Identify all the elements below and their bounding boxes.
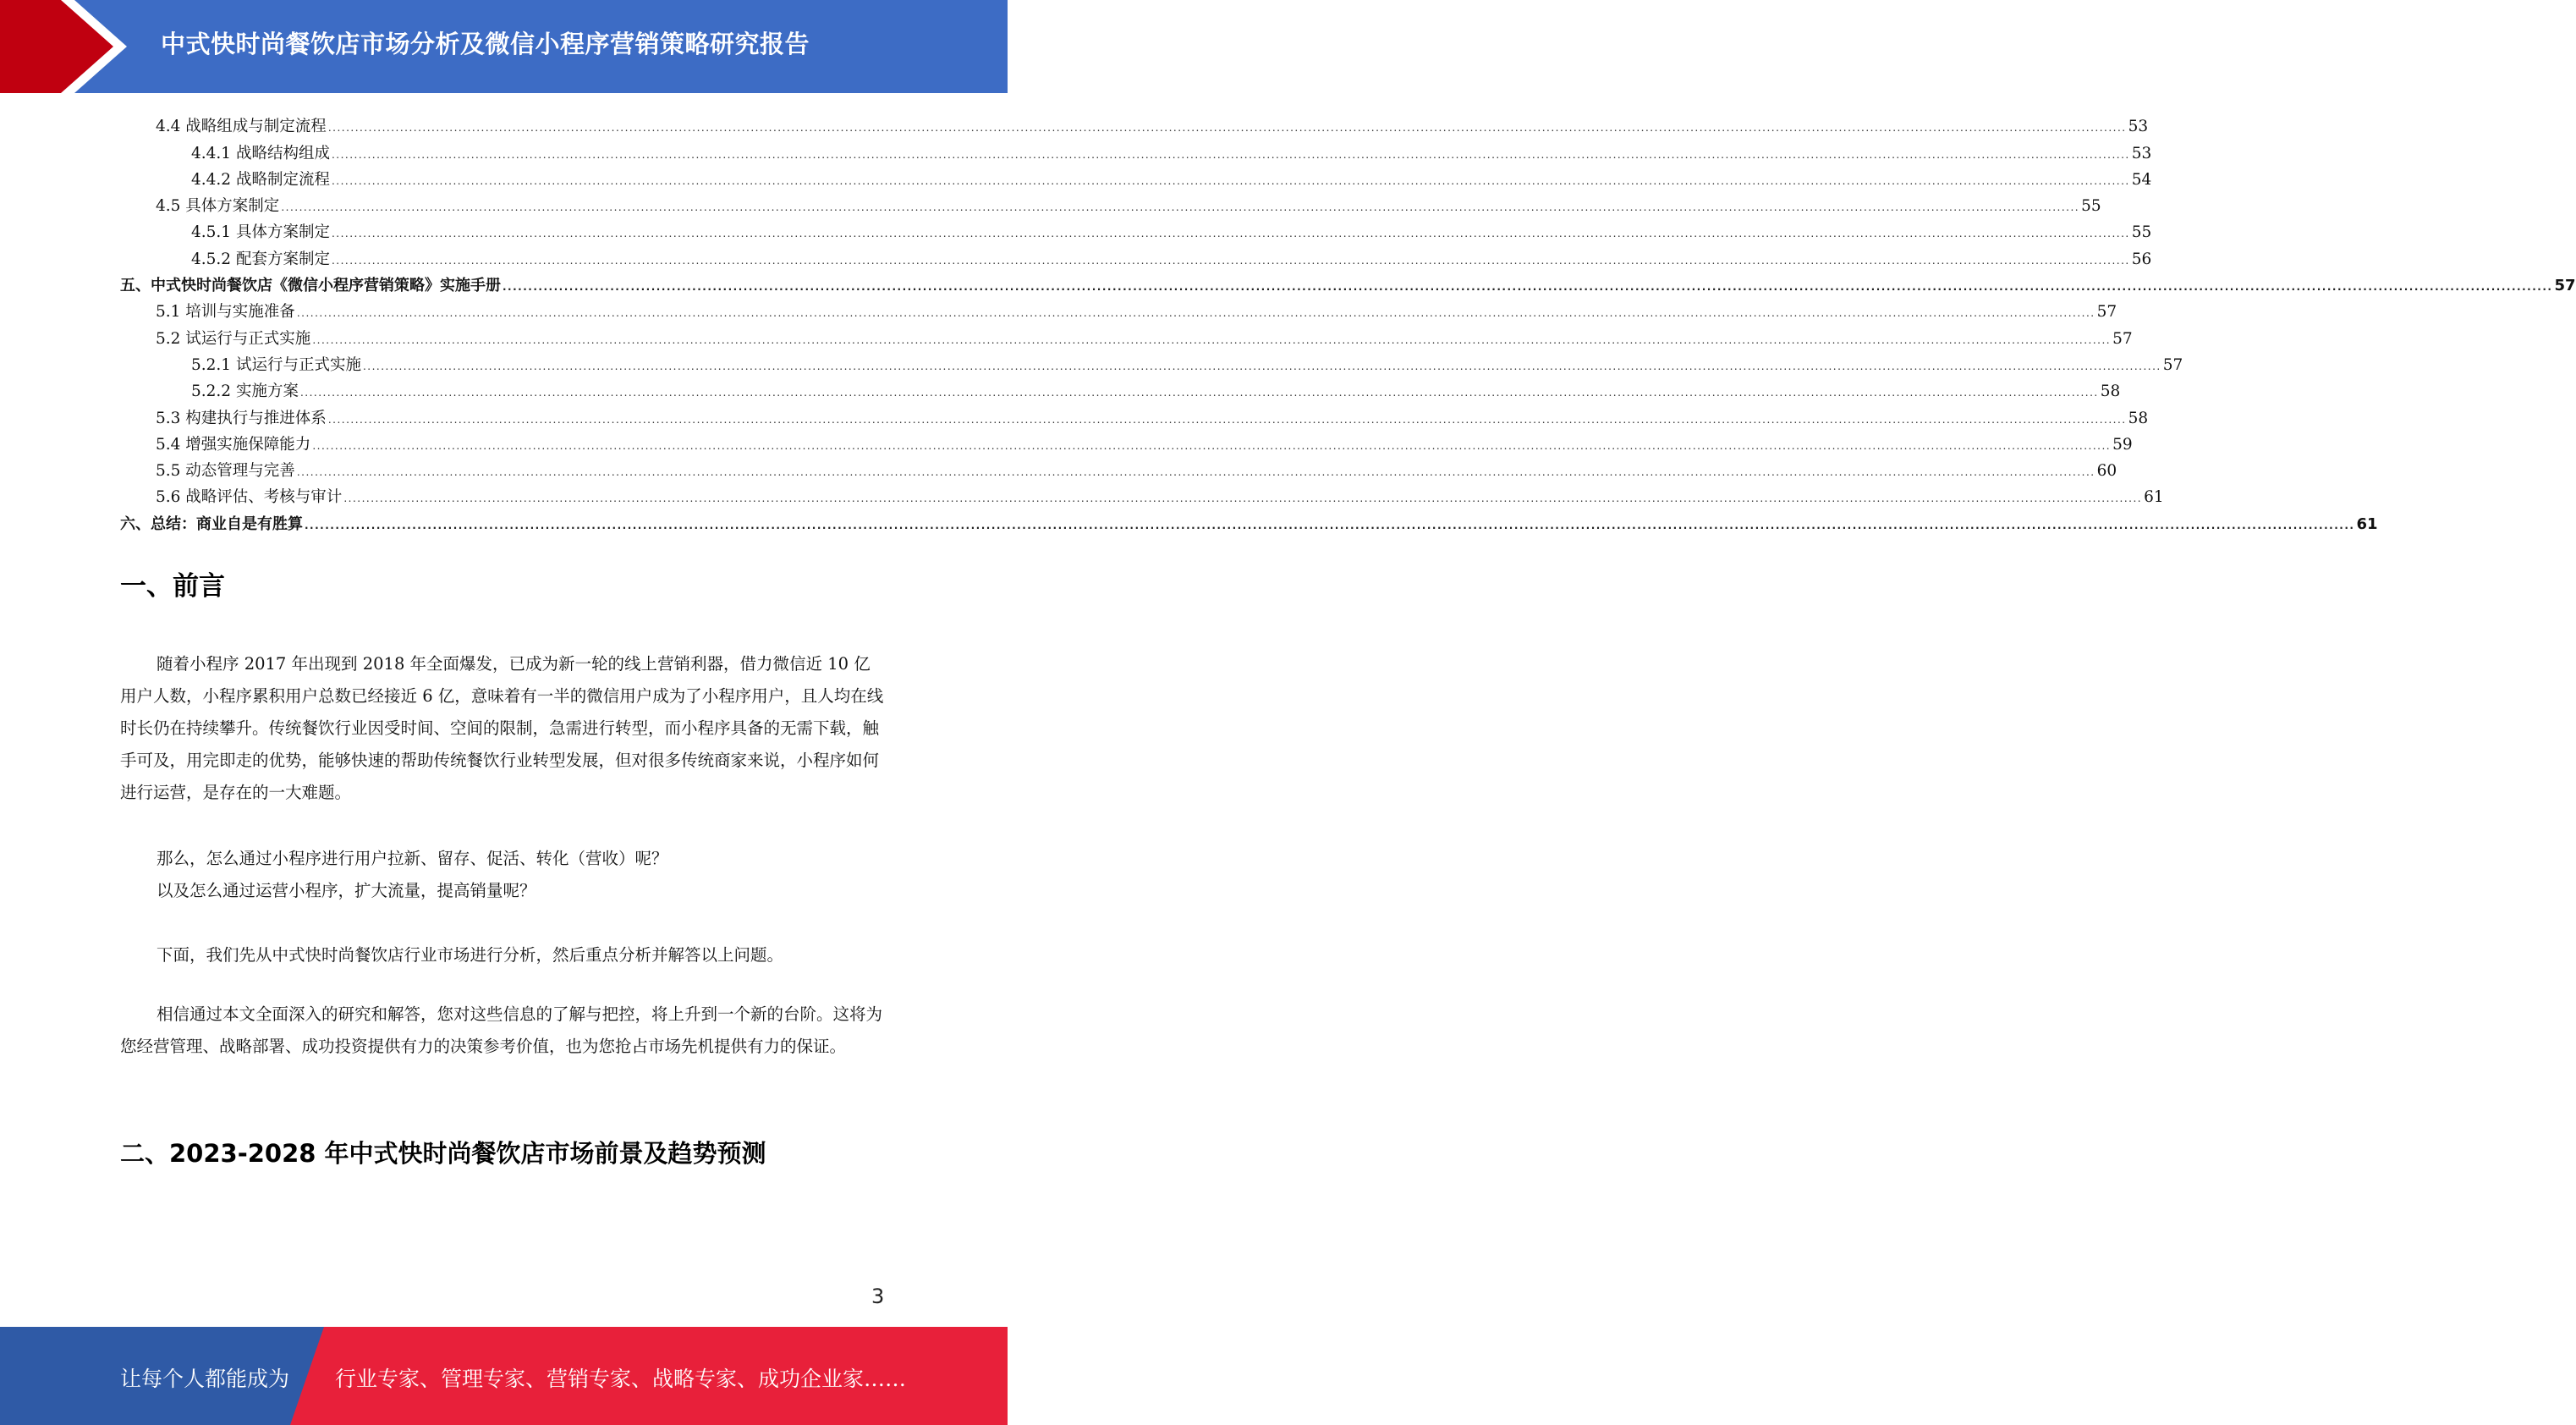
toc-entry-page: 57: [2096, 303, 2117, 322]
toc-leader-dots: ................................................................................................................................................................................................................................................................................................................................................................................................................: [327, 413, 2127, 426]
toc-leader-dots: ................................................................................................................................................................................................................................................................................................................................................................................................................: [312, 333, 2112, 346]
toc-entry[interactable]: [120, 110, 2149, 136]
page-header: [0, 0, 1008, 93]
preface-questions: [120, 843, 887, 907]
page-footer: [0, 1327, 1008, 1425]
toc-leader-dots: ................................................................................................................................................................................................................................................................................................................................................................................................................: [281, 201, 2080, 214]
toc-entry-label: 五、中式快时尚餐饮店《微信小程序营销策略》实施手册: [120, 277, 501, 295]
toc-entry[interactable]: [120, 295, 2117, 322]
footer-slogan-left: 让每个人都能成为: [120, 1367, 290, 1391]
toc-entry-page: 58: [2100, 382, 2121, 401]
preface-paragraph-1: 随着小程序 2017 年出现到 2018 年全面爆发，已成为新一轮的线上营销利器，借力微信近 10 亿用户人数，小程序累积用户总数已经接近 6 亿，意味着有一半的微信用户成为了小程序用户，且人均在线时长仍在持续攀升。传统餐饮行业因受时间、空间的限制，急需进行转型，而小程序具备的无需下载，触手可及，用完即走的优势，能够快速的帮助传统餐饮行业转型发展，但对很多传统商家来说，小程序如何进行运营，是存在的一大难题。: [120, 654, 884, 802]
table-of-contents: [120, 110, 2576, 534]
toc-entry-page: 60: [2096, 462, 2117, 481]
section-heading-preface: 一、前言: [120, 571, 225, 602]
toc-entry[interactable]: [120, 401, 2149, 427]
toc-entry-page: 55: [2081, 197, 2101, 216]
toc-entry-page: 61: [2356, 514, 2378, 533]
toc-leader-dots: ................................................................................................................................................................................................................................................................................................................................................................................................................: [305, 519, 2355, 531]
toc-entry-label: 5.6 战略评估、考核与审计: [156, 488, 343, 507]
preface-paragraph-3: 相信通过本文全面深入的研究和解答，您对这些信息的了解与把控，将上升到一个新的台阶。这将为您经营管理、战略部署、成功投资提供有力的决策参考价值，也为您抢占市场先机提供有力的保证。: [120, 1004, 883, 1056]
toc-entry[interactable]: [120, 375, 2121, 401]
toc-leader-dots: ................................................................................................................................................................................................................................................................................................................................................................................................................: [331, 254, 2130, 267]
toc-entry[interactable]: [120, 242, 2152, 268]
toc-entry[interactable]: [120, 216, 2152, 242]
question-line-2: 以及怎么通过运营小程序，扩大流量，提高销量呢？: [157, 881, 536, 900]
toc-leader-dots: ................................................................................................................................................................................................................................................................................................................................................................................................................: [331, 174, 2130, 187]
toc-leader-dots: ................................................................................................................................................................................................................................................................................................................................................................................................................: [296, 466, 2095, 479]
toc-entry-label: 5.2.2 实施方案: [191, 382, 299, 401]
toc-entry-label: 5.1 培训与实施准备: [156, 303, 295, 322]
toc-entry-page: 58: [2128, 409, 2149, 427]
toc-entry-label: 4.5 具体方案制定: [156, 197, 280, 216]
toc-entry-label: 4.4 战略组成与制定流程: [156, 118, 327, 136]
toc-leader-dots: ................................................................................................................................................................................................................................................................................................................................................................................................................: [312, 439, 2112, 452]
toc-entry-page: 56: [2131, 250, 2152, 268]
toc-entry[interactable]: [120, 136, 2152, 162]
toc-entry[interactable]: [120, 322, 2133, 348]
toc-leader-dots: ................................................................................................................................................................................................................................................................................................................................................................................................................: [327, 122, 2127, 135]
toc-entry-label: 5.2.1 试运行与正式实施: [191, 355, 361, 374]
toc-entry-page: 61: [2144, 488, 2164, 507]
toc-entry[interactable]: [120, 269, 2576, 295]
report-title: 中式快时尚餐饮店市场分析及微信小程序营销策略研究报告: [161, 30, 810, 58]
toc-leader-dots: ................................................................................................................................................................................................................................................................................................................................................................................................................: [503, 281, 2553, 294]
toc-entry[interactable]: [120, 349, 2183, 375]
toc-entry-page: 59: [2112, 435, 2133, 454]
footer-slogan-right: 行业专家、管理专家、营销专家、战略专家、成功企业家……: [335, 1367, 907, 1391]
toc-leader-dots: ................................................................................................................................................................................................................................................................................................................................................................................................................: [299, 387, 2099, 399]
toc-entry-page: 57: [2112, 329, 2133, 348]
question-line-1: 那么，怎么通过小程序进行用户拉新、留存、促活、转化（营收）呢？: [157, 849, 668, 868]
page-number: 3: [871, 1285, 885, 1308]
toc-entry-page: 53: [2131, 144, 2152, 162]
preface-paragraph-2: 下面，我们先从中式快时尚餐饮店行业市场进行分析，然后重点分析并解答以上问题。: [157, 945, 784, 965]
toc-entry[interactable]: [120, 190, 2101, 216]
toc-entry-label: 4.5.1 具体方案制定: [191, 223, 330, 242]
toc-leader-dots: ................................................................................................................................................................................................................................................................................................................................................................................................................: [362, 360, 2161, 372]
toc-entry-page: 55: [2131, 223, 2152, 242]
toc-entry-label: 5.5 动态管理与完善: [156, 462, 295, 481]
toc-entry-label: 六、总结：商业自是有胜算: [120, 514, 303, 533]
toc-entry-label: 5.4 增强实施保障能力: [156, 435, 311, 454]
toc-entry[interactable]: [120, 454, 2117, 481]
toc-entry[interactable]: [120, 428, 2133, 454]
toc-entry-page: 54: [2131, 170, 2152, 189]
toc-entry-label: 4.4.1 战略结构组成: [191, 144, 330, 162]
toc-entry[interactable]: [120, 163, 2152, 190]
toc-entry-page: 53: [2128, 118, 2149, 136]
toc-leader-dots: ................................................................................................................................................................................................................................................................................................................................................................................................................: [331, 148, 2130, 161]
toc-entry-page: 57: [2554, 277, 2576, 295]
toc-entry[interactable]: [120, 481, 2164, 507]
toc-leader-dots: ................................................................................................................................................................................................................................................................................................................................................................................................................: [331, 228, 2130, 240]
section-heading-forecast: 二、2023-2028 年中式快时尚餐饮店市场前景及趋势预测: [120, 1139, 766, 1168]
toc-leader-dots: ................................................................................................................................................................................................................................................................................................................................................................................................................: [343, 492, 2143, 505]
toc-entry-label: 5.3 构建执行与推进体系: [156, 409, 327, 427]
toc-entry-label: 5.2 试运行与正式实施: [156, 329, 311, 348]
toc-leader-dots: ................................................................................................................................................................................................................................................................................................................................................................................................................: [296, 307, 2095, 320]
toc-entry-label: 4.5.2 配套方案制定: [191, 250, 330, 268]
toc-entry[interactable]: [120, 507, 2378, 533]
toc-entry-page: 57: [2162, 355, 2183, 374]
toc-entry-label: 4.4.2 战略制定流程: [191, 170, 330, 189]
